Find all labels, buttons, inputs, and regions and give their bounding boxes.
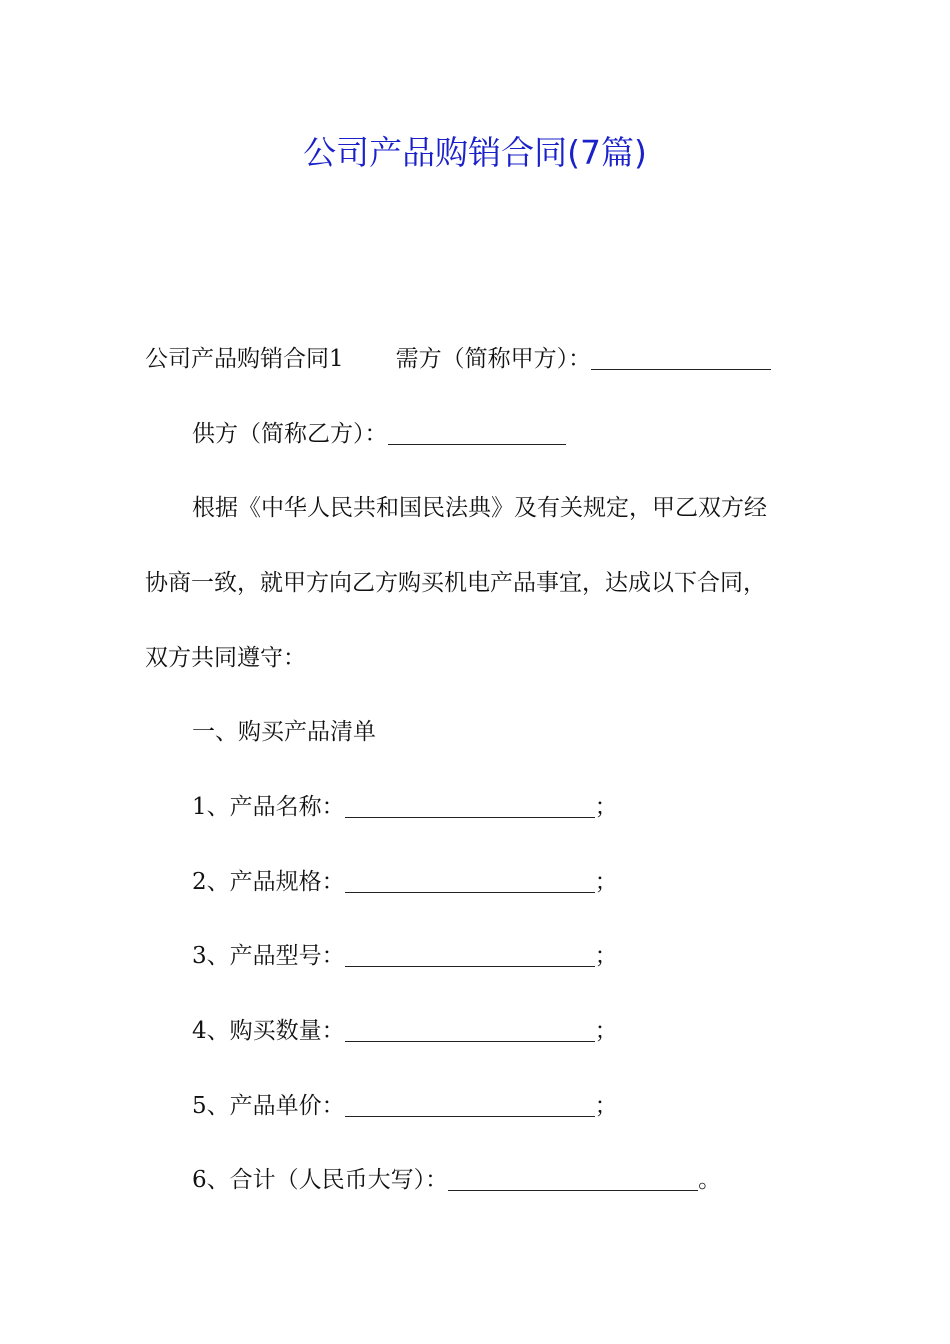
paragraph-line: 协商一致，就甲方向乙方购买机电产品事宜，达成以下合同， [145, 570, 766, 596]
item-label: 2、产品规格： [192, 869, 345, 895]
item-blank [345, 944, 595, 967]
paragraph-line: 根据《中华人民共和国民法典》及有关规定，甲乙双方经 [192, 495, 767, 521]
supplier-blank [388, 422, 566, 445]
contract-heading: 公司产品购销合同1 [145, 346, 344, 372]
list-item [192, 1089, 618, 1123]
item-blank [345, 1019, 595, 1042]
contract-heading-line [145, 342, 771, 376]
item-end: ； [594, 1093, 618, 1119]
list-item [192, 1163, 721, 1197]
item-end: ； [594, 869, 618, 895]
list-item [192, 790, 618, 824]
item-end: ； [594, 943, 618, 969]
item-end: 。 [698, 1167, 722, 1193]
paragraph-line: 双方共同遵守： [145, 645, 306, 671]
item-blank [448, 1168, 698, 1191]
item-end: ； [594, 1018, 618, 1044]
item-blank [345, 870, 595, 893]
list-item [192, 865, 618, 899]
item-blank [345, 795, 595, 818]
item-label: 5、产品单价： [192, 1093, 345, 1119]
item-label: 4、购买数量： [192, 1018, 345, 1044]
list-item [192, 939, 618, 973]
item-label: 3、产品型号： [192, 943, 345, 969]
item-label: 1、产品名称： [192, 794, 345, 820]
list-item [192, 1014, 618, 1048]
buyer-blank [591, 347, 771, 370]
item-blank [345, 1094, 595, 1117]
document-title: 公司产品购销合同(7篇) [303, 133, 647, 172]
buyer-label: 需方（简称甲方）： [395, 346, 592, 372]
supplier-line [192, 417, 566, 451]
item-end: ； [594, 794, 618, 820]
section-heading: 一、购买产品清单 [192, 719, 376, 745]
item-label: 6、合计（人民币大写）： [192, 1167, 449, 1193]
supplier-label: 供方（简称乙方）： [192, 421, 388, 447]
